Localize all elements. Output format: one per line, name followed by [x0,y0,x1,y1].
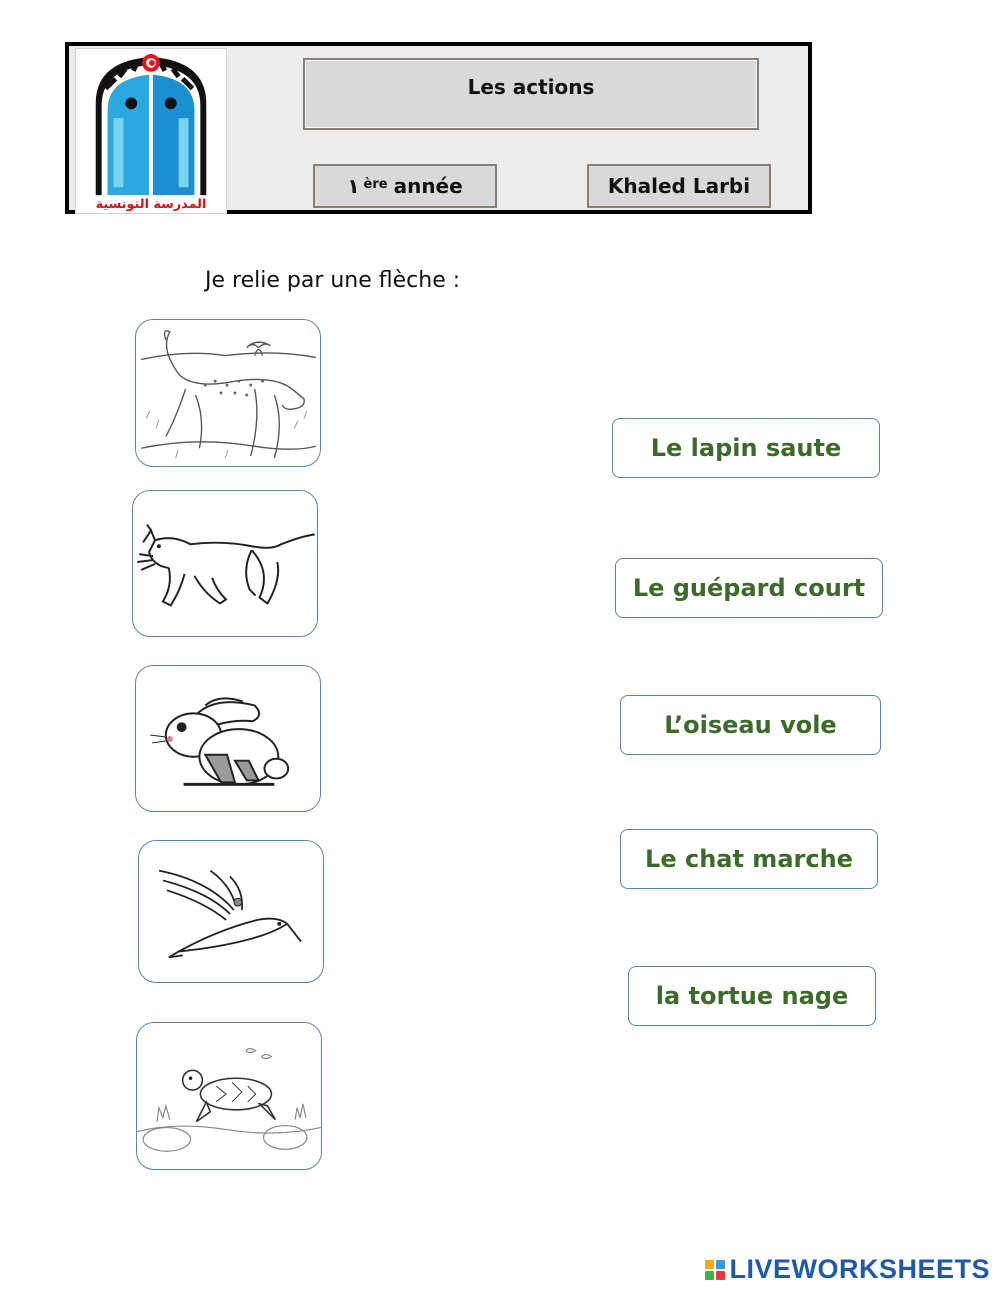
liveworksheets-logo-icon [705,1260,725,1280]
worksheet-header [65,42,812,214]
picture-rabbit[interactable] [135,665,321,812]
grade-number: ١ [347,174,360,198]
picture-bird[interactable] [138,840,324,983]
answer-cat-walks[interactable]: Le chat marche [620,829,878,889]
brand-name: LIVEWORKSHEETS [729,1254,990,1284]
picture-cheetah[interactable] [135,319,321,467]
turtle-icon [137,1023,321,1169]
grade-label: année [393,174,463,198]
cat-icon [133,491,317,636]
author-name: Khaled Larbi [587,164,771,208]
answer-bird-flies[interactable]: L’oiseau vole [620,695,881,755]
svg-text:المدرسة التونسية: المدرسة التونسية [95,196,207,212]
picture-turtle[interactable] [136,1022,322,1170]
answer-rabbit-jumps[interactable]: Le lapin saute [612,418,880,478]
tunisian-school-door-icon [76,49,226,213]
grade-level [313,164,497,208]
grade-suffix: ère [363,176,388,192]
bird-icon [139,841,323,982]
school-logo [75,48,227,214]
cheetah-icon [136,320,320,466]
worksheet-title: Les actions [303,58,759,130]
picture-cat[interactable] [132,490,318,637]
rabbit-icon [136,666,320,811]
answer-turtle-swims[interactable]: la tortue nage [628,966,876,1026]
instruction-text: Je relie par une flèche : [205,268,461,293]
answer-cheetah-runs[interactable]: Le guépard court [615,558,883,618]
liveworksheets-brand [705,1254,990,1285]
